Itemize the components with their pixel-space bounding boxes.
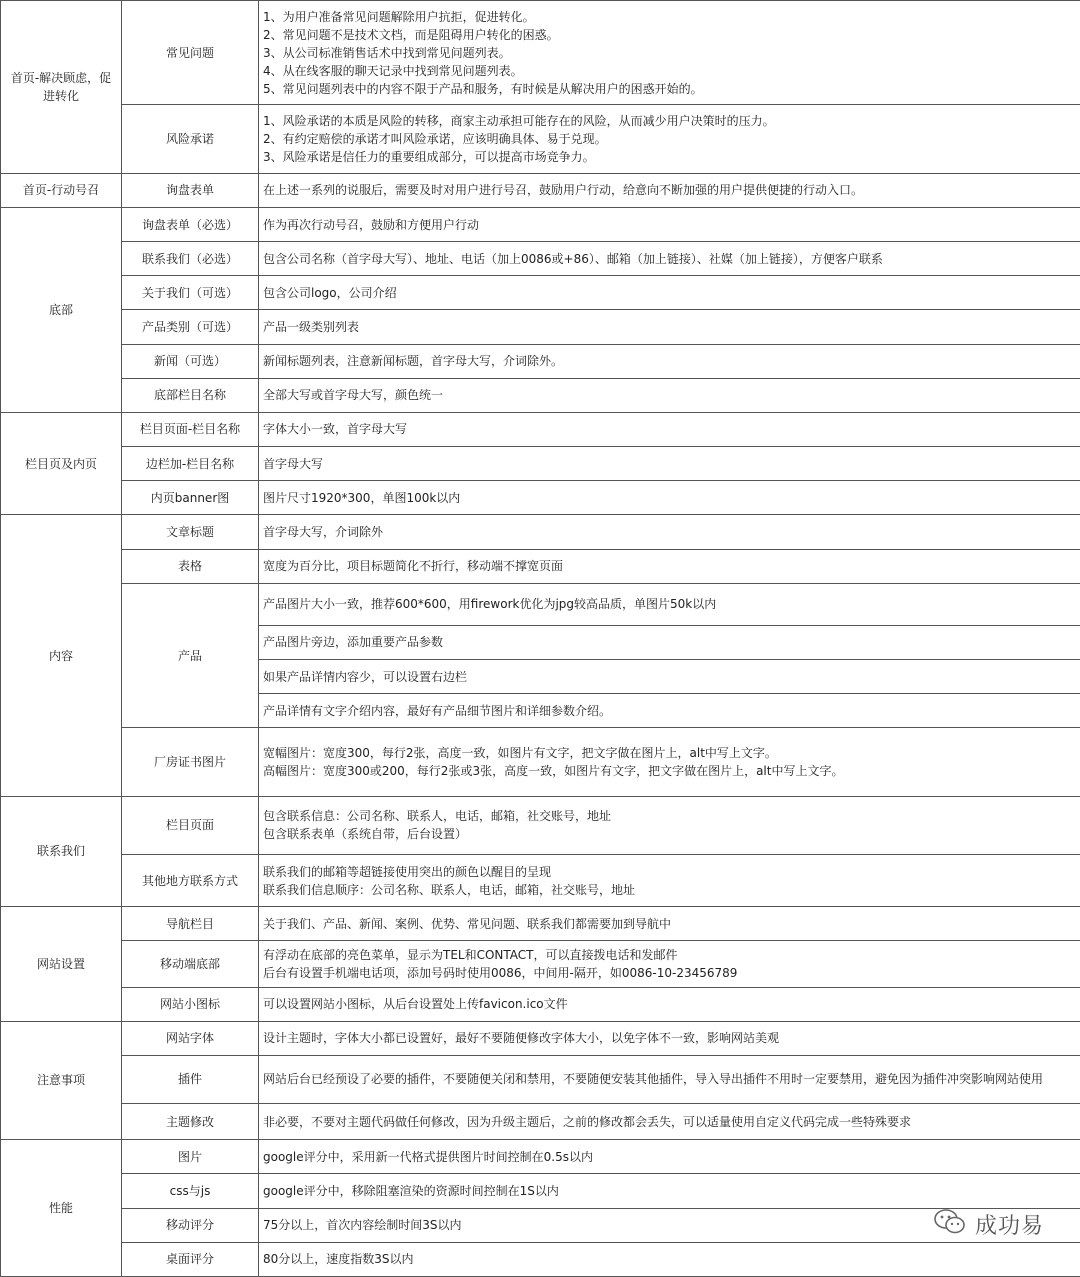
row-item-label: 产品类别（可选） [122,310,259,344]
description-line: 5、常见问题列表中的内容不限于产品和服务，有时候是从解决用户的困惑开始的。 [263,81,703,96]
row-description [259,344,1080,378]
description-line: 后台有设置手机端电话项，添加号码时使用0086，中间用-隔开，如0086-10-23456789 [263,965,738,980]
row-description [259,515,1080,549]
section-title: 内容 [1,515,122,796]
table-row [1,987,1080,1021]
table-row [1,344,1080,378]
table-row [1,207,1080,241]
table-row [1,276,1080,310]
table-row [1,549,1080,583]
table-row [1,412,1080,446]
row-description [259,728,1080,796]
description-line: 2、有约定赔偿的承诺才叫风险承诺，应该明确具体、易于兑现。 [263,132,607,147]
row-item-label: 底部栏目名称 [122,378,259,412]
row-description [259,549,1080,583]
description-line: 字体大小一致，首字母大写 [263,422,408,437]
section-title: 注意事项 [1,1021,122,1140]
row-description [259,447,1080,481]
row-description [259,987,1080,1021]
row-item-label: 栏目页面 [122,796,259,854]
row-description [259,481,1080,515]
row-item-label: 表格 [122,549,259,583]
description-line: google评分中，采用新一代格式提供图片时间控制在0.5s以内 [263,1149,593,1164]
section-title: 首页-行动号召 [1,173,122,207]
row-item-label: 新闻（可选） [122,344,259,378]
table-row [1,728,1080,796]
table-row [1,1055,1080,1103]
row-item-label: 询盘表单 [122,173,259,207]
row-description [259,941,1080,987]
description-line: 网站后台已经预设了必要的插件，不要随便关闭和禁用，不要随便安装其他插件，导入导出插件不用时一定要禁用，避免因为插件冲突影响网站使用 [263,1072,1044,1087]
row-item-label: 边栏加-栏目名称 [122,447,259,481]
row-item-label: 网站字体 [122,1021,259,1055]
row-item-label: 询盘表单（必选） [122,207,259,241]
table-row [1,242,1080,276]
row-item-label: 厂房证书图片 [122,728,259,796]
row-item-label: 主题修改 [122,1104,259,1140]
description-line: 在上述一系列的说服后，需要及时对用户进行号召，鼓励用户行动，给意向不断加强的用户提供便捷的行动入口。 [263,183,864,198]
description-line: 如果产品详情内容少，可以设置右边栏 [263,669,468,684]
description-line: 80分以上，速度指数3S以内 [263,1252,414,1267]
description-line: 3、从公司标准销售话术中找到常见问题列表。 [263,45,511,60]
description-line: 首字母大写，介词除外 [263,524,384,539]
row-description [259,1104,1080,1140]
description-line: 产品详情有文字介绍内容，最好有产品细节图片和详细参数介绍。 [263,703,612,718]
description-line: 全部大写或首字母大写，颜色统一 [263,388,444,403]
row-item-label: 网站小图标 [122,987,259,1021]
table-row [1,173,1080,207]
description-line: 3、风险承诺是信任力的重要组成部分，可以提高市场竞争力。 [263,150,595,165]
section-title: 栏目页及内页 [1,412,122,514]
row-item-label: 移动端底部 [122,941,259,987]
section-title: 联系我们 [1,796,122,907]
watermark-text: 成功易 [974,1213,1044,1239]
table-row [1,378,1080,412]
table-row [1,854,1080,906]
row-item-label: 插件 [122,1055,259,1103]
description-line: 75分以上，首次内容绘制时间3S以内 [263,1218,462,1233]
description-line: 包含联系信息：公司名称、联系人，电话，邮箱，社交账号，地址 [263,809,612,824]
row-description [259,1021,1080,1055]
description-line: 首字母大写 [263,456,324,471]
row-item-label: 文章标题 [122,515,259,549]
row-description [259,1174,1080,1208]
wechat-icon [933,1207,967,1241]
description-line: 新闻标题列表，注意新闻标题，首字母大写，介词除外。 [263,354,564,369]
row-description [259,854,1080,906]
section-title: 底部 [1,207,122,412]
table-row [1,515,1080,549]
table-row [1,941,1080,987]
table-row [1,1021,1080,1055]
table-row [1,907,1080,941]
row-item-label: 常见问题 [122,1,259,105]
description-line: 非必要，不要对主题代码做任何修改，因为升级主题后，之前的修改都会丢失，可以适量使用自定义代码完成一些特殊要求 [263,1114,912,1129]
description-line: 包含联系表单（系统自带，后台设置） [263,827,468,842]
description-line: 图片尺寸1920*300，单图100k以内 [263,490,461,505]
description-line: 宽度为百分比，项目标题简化不折行，移动端不撑宽页面 [263,559,564,574]
row-description [259,583,1080,625]
row-description [259,276,1080,310]
row-item-label: 其他地方联系方式 [122,854,259,906]
description-line: 作为再次行动号召，鼓励和方便用户行动 [263,217,480,232]
section-title: 性能 [1,1140,122,1277]
description-line: 宽幅图片：宽度300，每行2张，高度一致，如图片有文字，把文字做在图片上，alt中写上文字。 [263,745,777,760]
row-item-label: 联系我们（必选） [122,242,259,276]
description-line: 设计主题时，字体大小都已设置好，最好不要随便修改字体大小，以免字体不一致，影响网站美观 [263,1031,780,1046]
description-line: 4、从在线客服的聊天记录中找到常见问题列表。 [263,63,523,78]
description-line: 包含公司名称（首字母大写）、地址、电话（加上0086或+86）、邮箱（加上链接）、社媒（加上链接），方便客户联系 [263,251,883,266]
table-row [1,1,1080,105]
description-line: 产品图片大小一致，推荐600*600，用firework优化为jpg较高品质，单图片50k以内 [263,597,717,612]
description-line: 包含公司logo，公司介绍 [263,285,397,300]
row-description [259,207,1080,241]
row-description [259,412,1080,446]
table-row [1,583,1080,625]
description-line: google评分中，移除阻塞渲染的资源时间控制在1S以内 [263,1183,559,1198]
row-item-label: 栏目页面-栏目名称 [122,412,259,446]
row-item-label: 内页banner图 [122,481,259,515]
table-row [1,1208,1080,1242]
row-item-label: 产品 [122,583,259,728]
row-item-label: 桌面评分 [122,1242,259,1276]
row-description [259,1,1080,105]
row-description [259,378,1080,412]
row-description [259,242,1080,276]
row-item-label: 导航栏目 [122,907,259,941]
row-item-label: css与js [122,1174,259,1208]
table-row [1,1242,1080,1276]
description-line: 产品图片旁边，添加重要产品参数 [263,635,444,650]
description-line: 1、为用户准备常见问题解除用户抗拒，促进转化。 [263,9,535,24]
row-description [259,660,1080,694]
description-line: 有浮动在底部的亮色菜单，显示为TEL和CONTACT，可以直接拨电话和发邮件 [263,947,678,962]
row-description [259,1140,1080,1174]
section-title: 首页-解决顾虑，促进转化 [1,1,122,174]
row-description [259,1242,1080,1276]
row-description [259,694,1080,728]
row-item-label: 移动评分 [122,1208,259,1242]
row-description [259,173,1080,207]
description-line: 关于我们、产品、新闻、案例、优势、常见问题、联系我们都需要加到导航中 [263,916,672,931]
table-row [1,1174,1080,1208]
row-description [259,310,1080,344]
table-row [1,1140,1080,1174]
row-description [259,796,1080,854]
row-description [259,105,1080,173]
description-line: 可以设置网站小图标，从后台设置处上传favicon.ico文件 [263,997,568,1012]
table-row [1,1104,1080,1140]
row-item-label: 图片 [122,1140,259,1174]
row-description [259,625,1080,659]
description-line: 联系我们的邮箱等超链接使用突出的颜色以醒目的呈现 [263,864,552,879]
table-row [1,105,1080,173]
row-description [259,907,1080,941]
watermark [933,1207,1044,1241]
description-line: 联系我们信息顺序：公司名称、联系人，电话，邮箱，社交账号，地址 [263,882,636,897]
table-row [1,447,1080,481]
description-line: 2、常见问题不是技术文档，而是阻碍用户转化的困惑。 [263,27,559,42]
row-description [259,1055,1080,1103]
table-row [1,796,1080,854]
description-line: 1、风险承诺的本质是风险的转移，商家主动承担可能存在的风险，从而减少用户决策时的压力。 [263,114,775,129]
section-title: 网站设置 [1,907,122,1022]
table-row [1,310,1080,344]
row-item-label: 风险承诺 [122,105,259,173]
description-line: 高幅图片：宽度300或200，每行2张或3张，高度一致，如图片有文字，把文字做在图片上，alt中写上文字。 [263,763,844,778]
description-line: 产品一级类别列表 [263,320,360,334]
table-row [1,481,1080,515]
row-item-label: 关于我们（可选） [122,276,259,310]
